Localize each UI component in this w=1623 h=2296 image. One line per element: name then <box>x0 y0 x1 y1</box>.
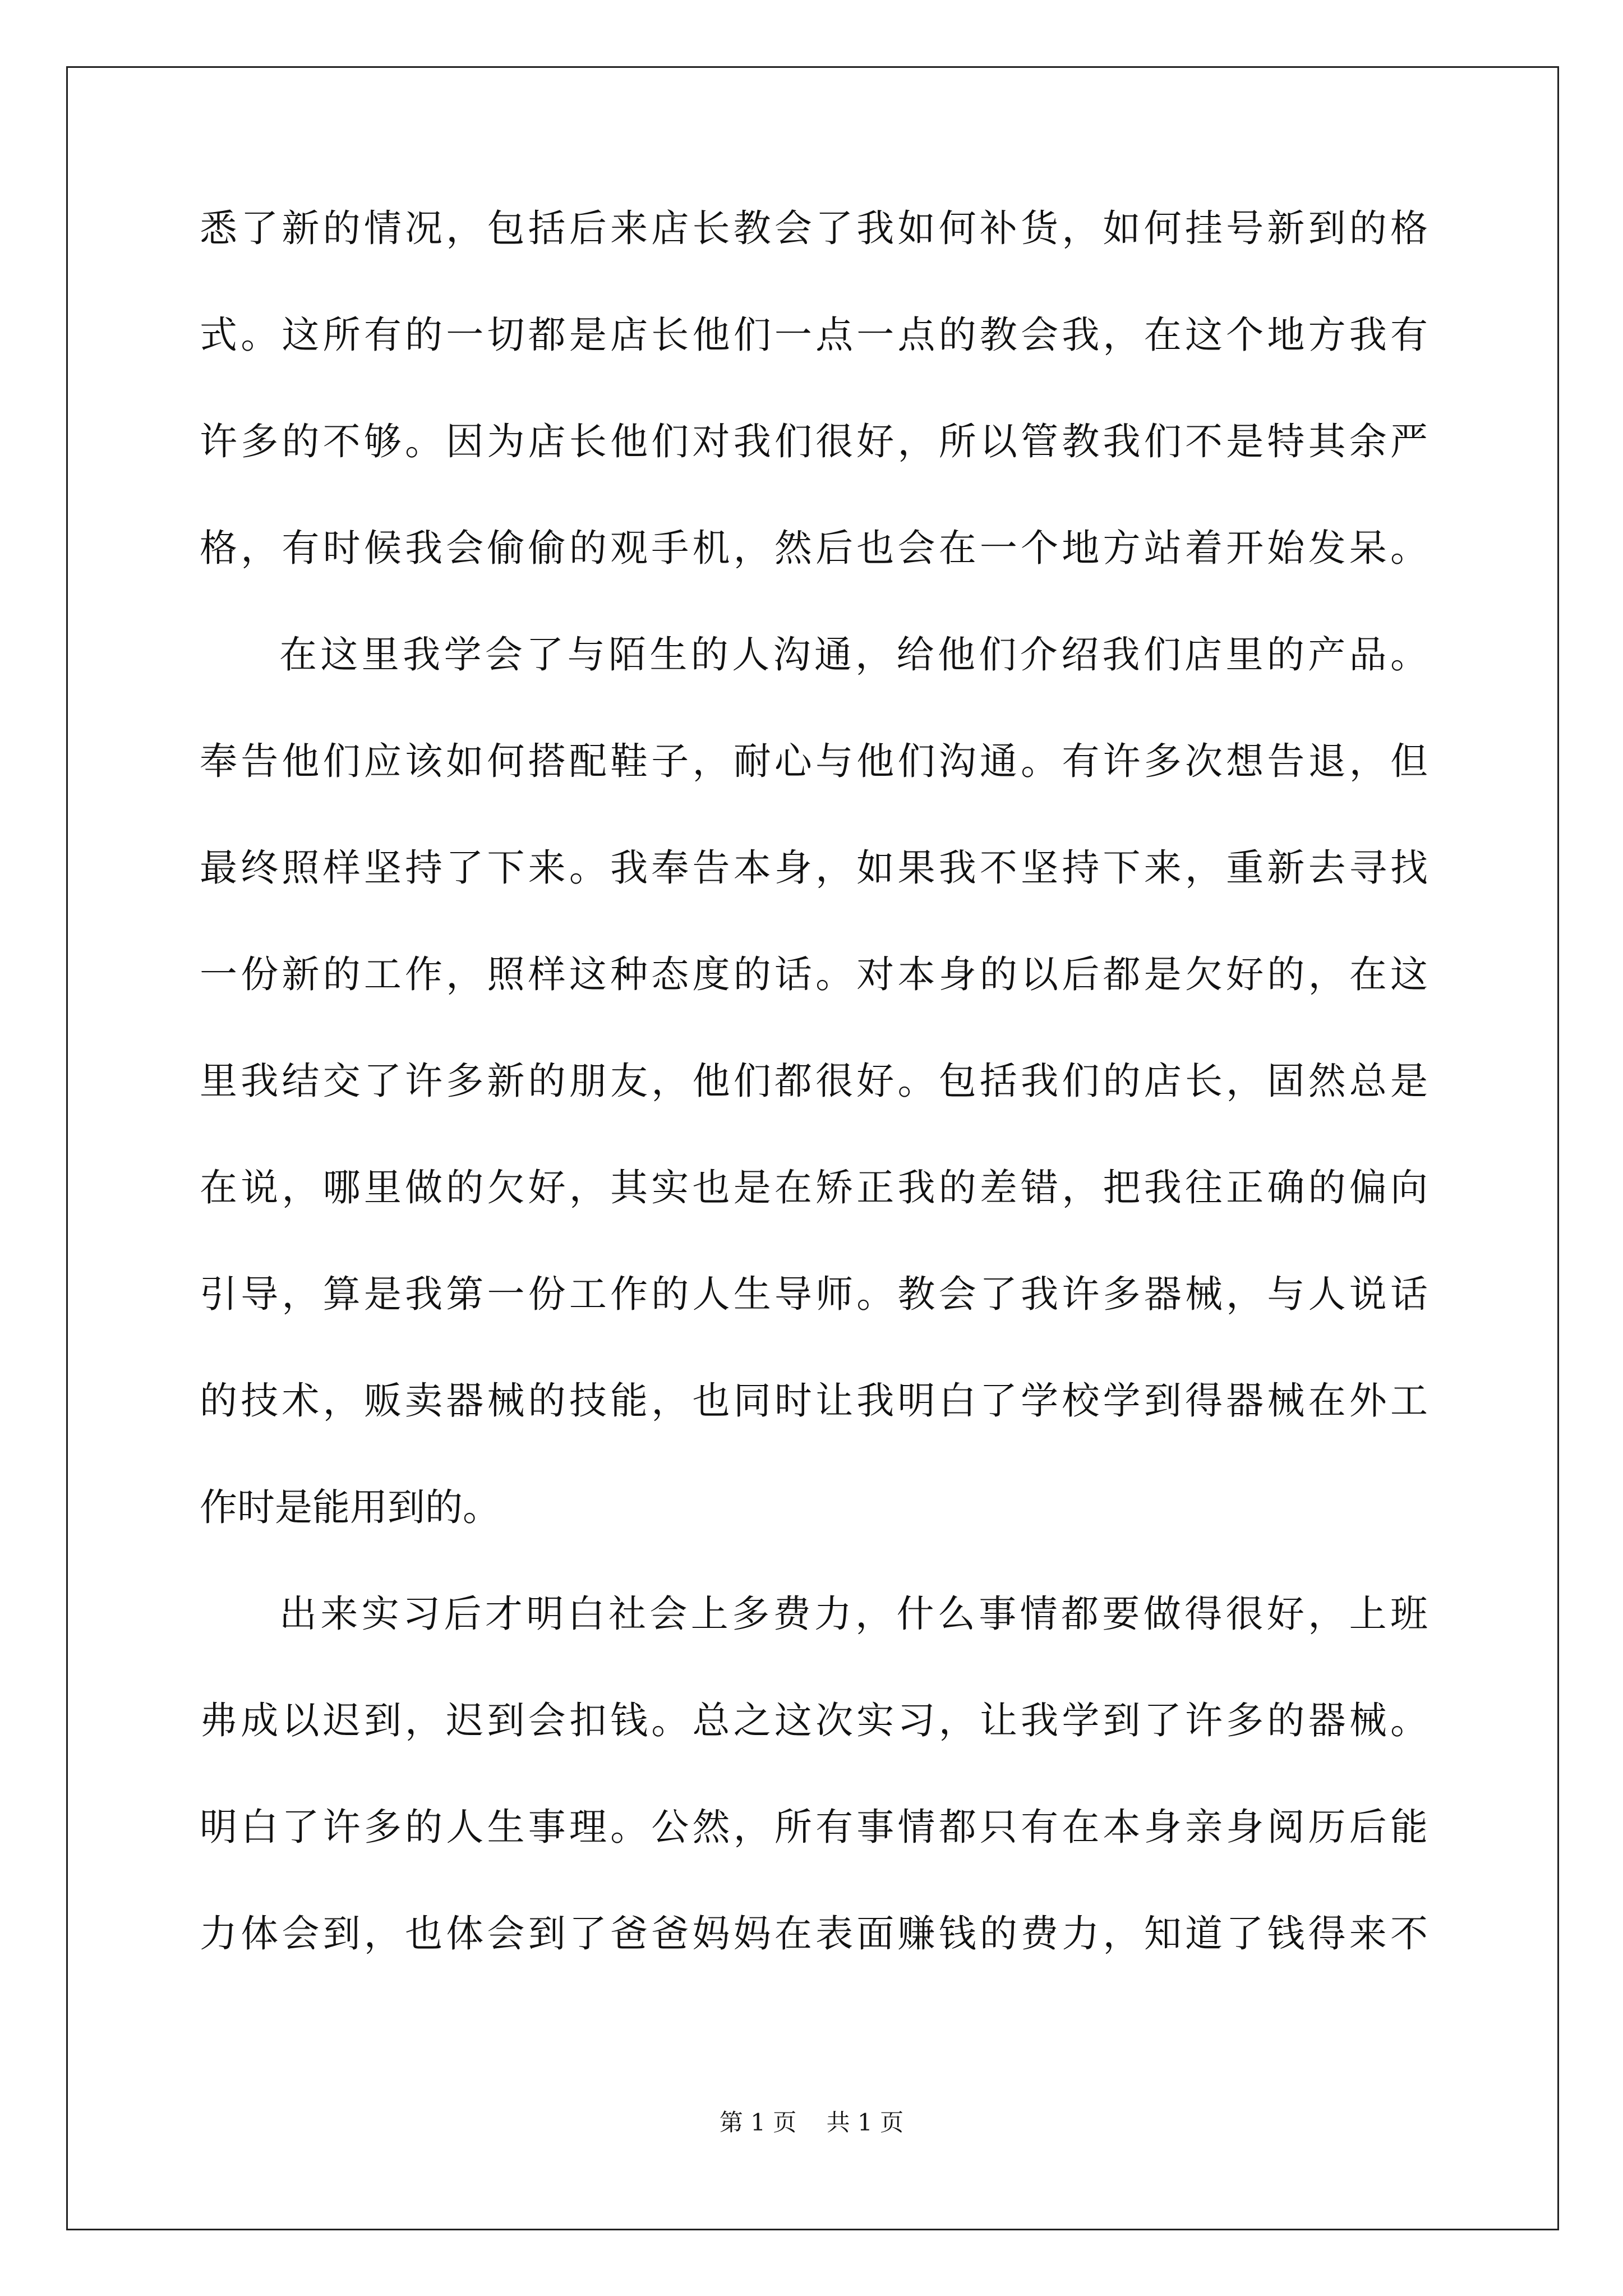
text-line: 力体会到，也体会到了爸爸妈妈在表面赚钱的费力，知道了钱得来不 <box>200 1912 1428 1955</box>
text-line: 出来实习后才明白社会上多费力，什么事情都要做得很好，上班 <box>279 1592 1428 1636</box>
text-line: 一份新的工作，照样这种态度的话。对本身的以后都是欠好的，在这 <box>200 953 1428 996</box>
text-line: 作时是能用到的。 <box>200 1485 500 1529</box>
document-body <box>200 202 1428 1961</box>
text-line: 在说，哪里做的欠好，其实也是在矫正我的差错，把我往正确的偏向 <box>200 1166 1428 1209</box>
text-line: 的技术，贩卖器械的技能，也同时让我明白了学校学到得器械在外工 <box>200 1379 1428 1423</box>
text-line: 引导，算是我第一份工作的人生导师。教会了我许多器械，与人说话 <box>200 1272 1428 1316</box>
text-line: 弗成以迟到，迟到会扣钱。总之这次实习，让我学到了许多的器械。 <box>200 1699 1428 1742</box>
text-line: 许多的不够。因为店长他们对我们很好，所以管教我们不是特其余严 <box>200 420 1428 463</box>
text-line: 式。这所有的一切都是店长他们一点一点的教会我，在这个地方我有 <box>200 313 1428 357</box>
page-footer <box>0 2108 1623 2137</box>
text-line: 奉告他们应该如何搭配鞋子，耐心与他们沟通。有许多次想告退，但 <box>200 739 1428 783</box>
page-total: 共 1 页 <box>826 2109 904 2136</box>
text-line: 最终照样坚持了下来。我奉告本身，如果我不坚持下来，重新去寻找 <box>200 846 1428 890</box>
paragraph-2 <box>200 628 1428 1534</box>
text-line: 悉了新的情况，包括后来店长教会了我如何补货，如何挂号新到的格 <box>200 206 1428 250</box>
text-line: 格，有时候我会偷偷的观手机，然后也会在一个地方站着开始发呆。 <box>200 526 1428 570</box>
text-line: 明白了许多的人生事理。公然，所有事情都只有在本身亲身阅历后能 <box>200 1805 1428 1849</box>
paragraph-1 <box>200 202 1428 575</box>
page-number: 第 1 页 <box>719 2109 797 2136</box>
text-line: 里我结交了许多新的朋友，他们都很好。包括我们的店长，固然总是 <box>200 1059 1428 1103</box>
paragraph-3 <box>200 1588 1428 1961</box>
text-line: 在这里我学会了与陌生的人沟通，给他们介绍我们店里的产品。 <box>279 633 1428 677</box>
